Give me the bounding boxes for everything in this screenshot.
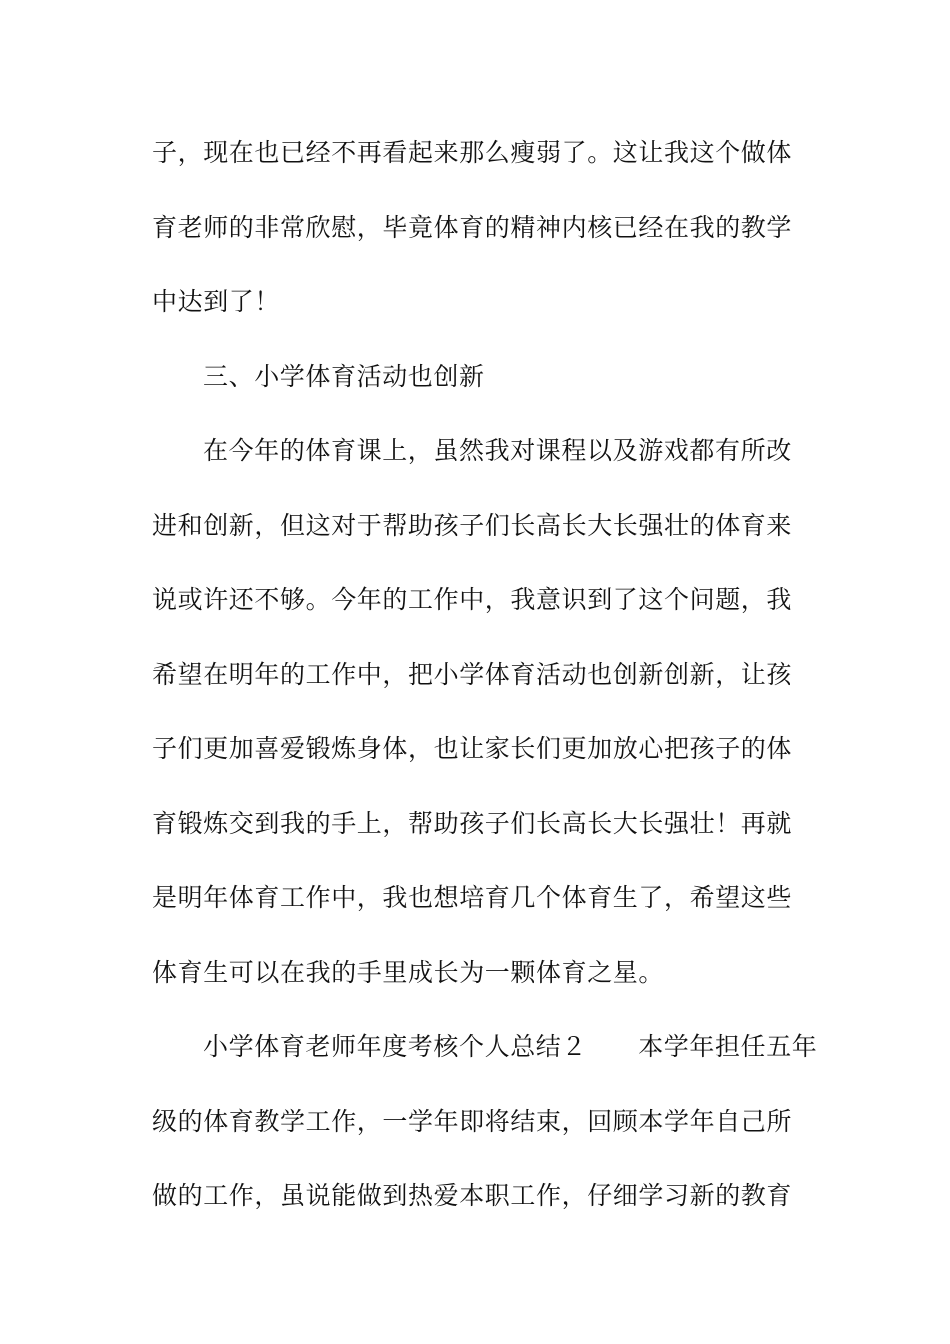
text-line: 希望在明年的工作中，把小学体育活动也创新创新，让孩: [152, 660, 793, 689]
text-line: 在今年的体育课上，虽然我对课程以及游戏都有所改: [203, 436, 792, 465]
text-line: 育老师的非常欣慰，毕竟体育的精神内核已经在我的教学: [152, 213, 793, 242]
text-line: 子，现在也已经不再看起来那么瘦弱了。这让我这个做体: [152, 138, 793, 167]
text-line: 体育生可以在我的手里成长为一颗体育之星。: [152, 958, 665, 987]
text-line: 子们更加喜爱锻炼身体，也让家长们更加放心把孩子的体: [152, 734, 793, 763]
text-line: 说或许还不够。今年的工作中，我意识到了这个问题，我: [152, 585, 793, 614]
text-line: 是明年体育工作中，我也想培育几个体育生了，希望这些: [152, 883, 793, 912]
text-line: 小学体育老师年度考核个人总结２ 本学年担任五年: [203, 1032, 818, 1061]
text-line: 做的工作，虽说能做到热爱本职工作，仔细学习新的教育: [152, 1181, 793, 1210]
text-line: 进和创新，但这对于帮助孩子们长高长大长强壮的体育来: [152, 511, 793, 540]
text-line: 中达到了！: [152, 287, 281, 316]
text-line: 育锻炼交到我的手上，帮助孩子们长高长大长强壮！再就: [152, 809, 793, 838]
section-heading: 三、小学体育活动也创新: [203, 362, 485, 391]
text-line: 级的体育教学工作，一学年即将结束，回顾本学年自己所: [152, 1107, 793, 1136]
